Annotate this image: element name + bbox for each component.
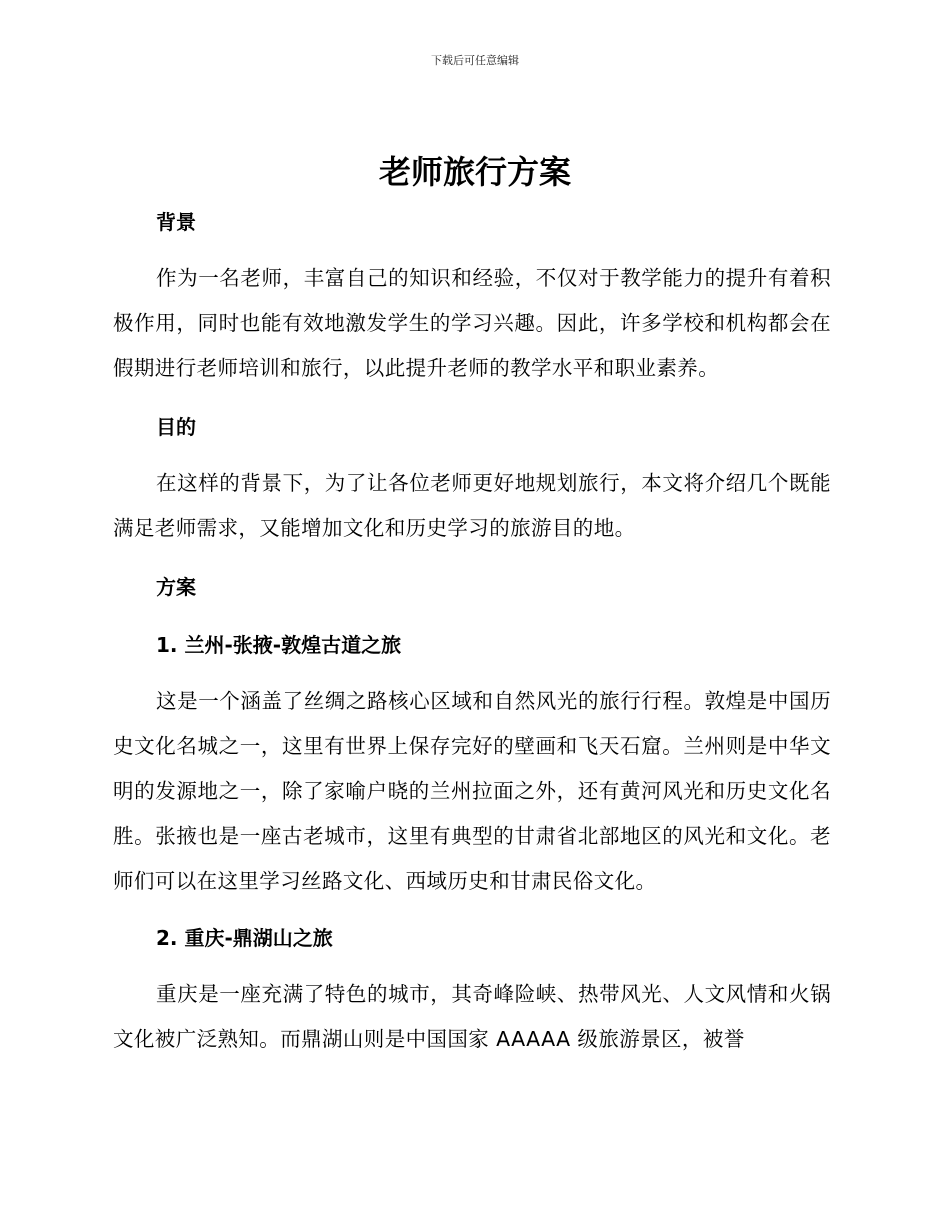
section-heading-plan: 方案 [156,575,196,599]
paragraph-purpose: 在这样的背景下，为了让各位老师更好地规划旅行，本文将介绍几个既能满足老师需求，又能增加文化和历史学习的旅游目的地。 [113,471,831,540]
plan-item-paragraph: 重庆是一座充满了特色的城市，其奇峰险峡、热带风光、人文风情和火锅文化被广泛熟知。而鼎湖山则是中国国家 AAAAA 级旅游景区，被誉 [113,982,831,1051]
section-heading-background: 背景 [156,210,196,234]
header-note: 下载后可任意编辑 [431,54,519,67]
plan-item-paragraph: 这是一个涵盖了丝绸之路核心区域和自然风光的旅行行程。敦煌是中国历史文化名城之一，这里有世界上保存完好的壁画和飞天石窟。兰州则是中华文明的发源地之一，除了家喻户晓的兰州拉面之外，还有黄河风光和历史文化名胜。张掖也是一座古老城市，这里有典型的甘肃省北部地区的风光和文化。老师们可以在这里学习丝路文化、西域历史和甘肃民俗文化。 [113,689,831,893]
section-heading-purpose: 目的 [156,415,196,439]
paragraph-background: 作为一名老师，丰富自己的知识和经验，不仅对于教学能力的提升有着积极作用，同时也能有效地激发学生的学习兴趣。因此，许多学校和机构都会在假期进行老师培训和旅行，以此提升老师的教学水平和职业素养。 [113,266,831,380]
plan-item-heading: 2. 重庆-鼎湖山之旅 [156,926,333,950]
plan-item-heading: 1. 兰州-张掖-敦煌古道之旅 [156,633,402,657]
document-title: 老师旅行方案 [378,153,571,191]
document-body [113,198,831,1062]
